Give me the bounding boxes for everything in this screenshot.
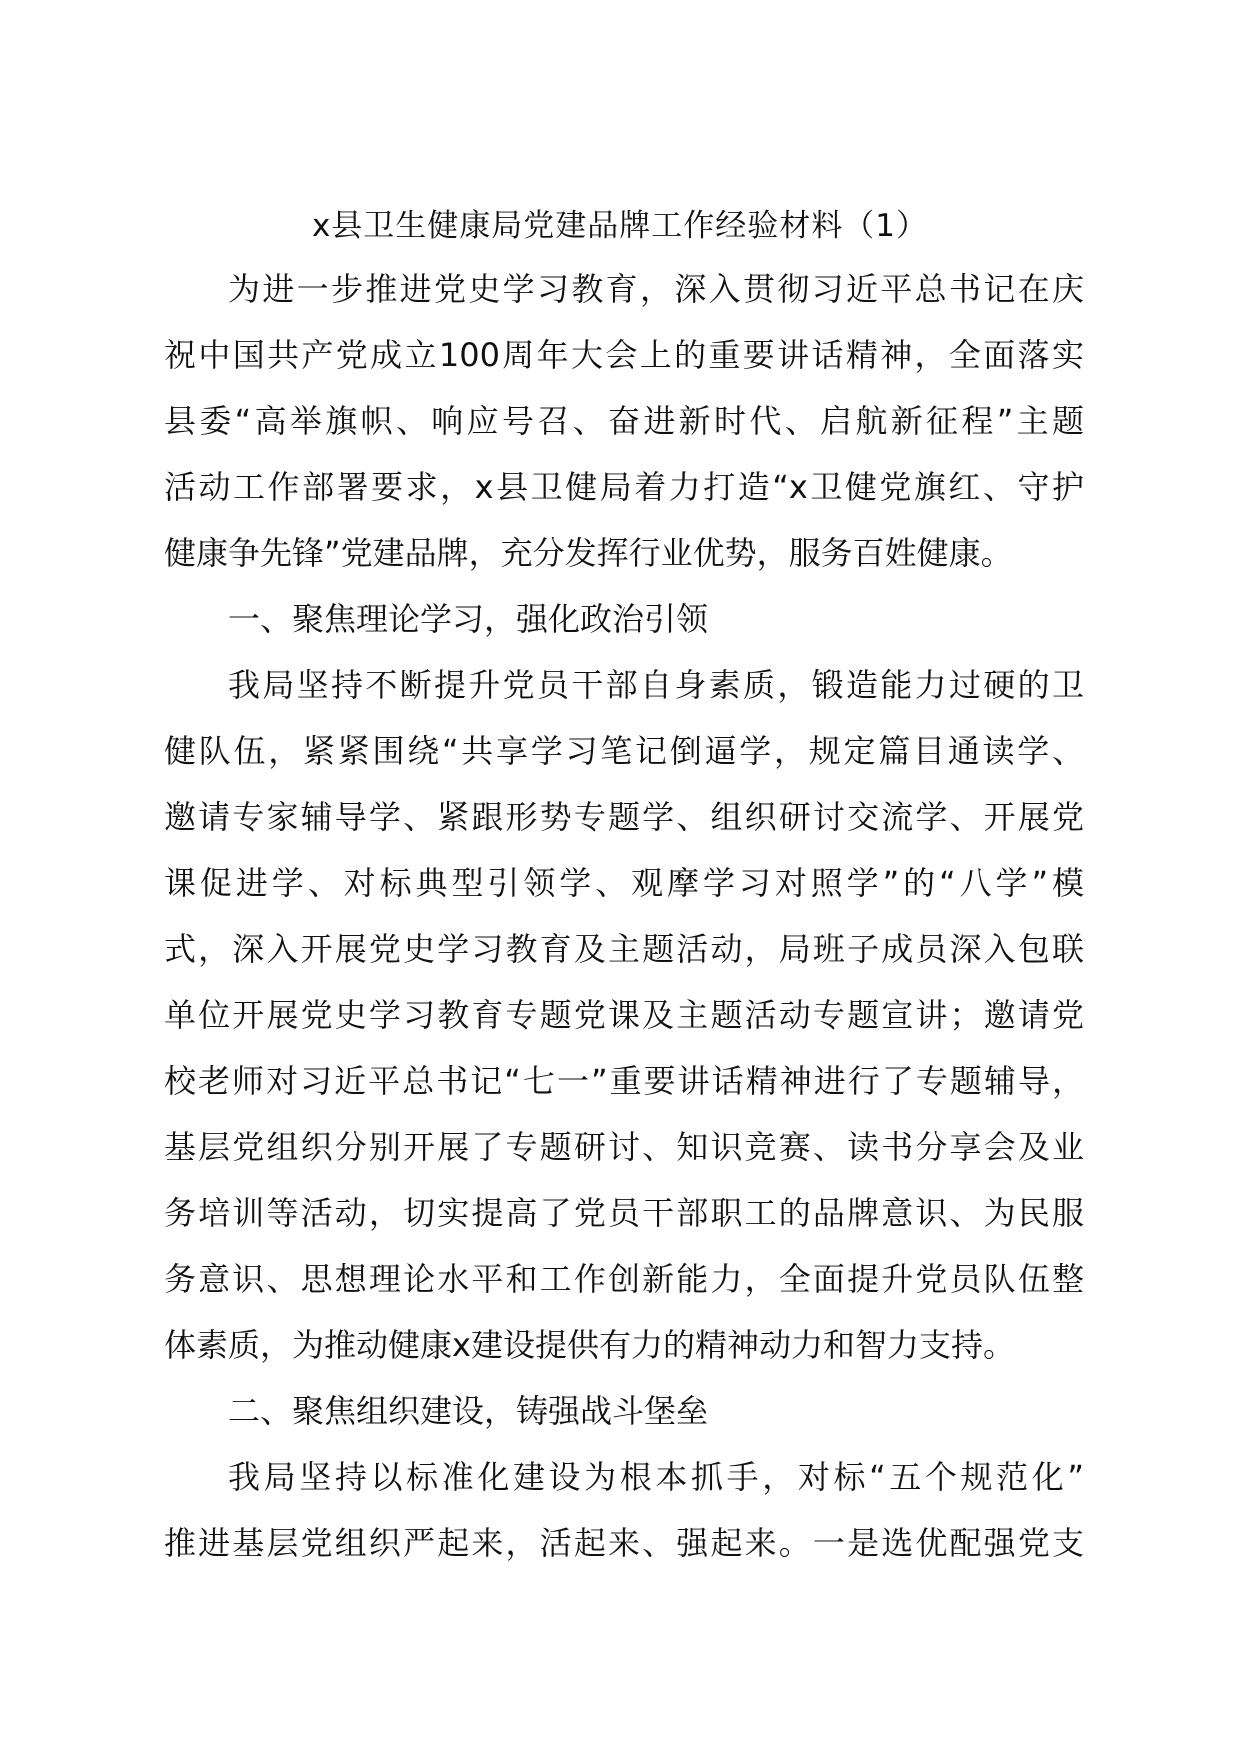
text-line: 祝中国共产党成立100周年大会上的重要讲话精神，全面落实 (164, 336, 1084, 374)
text-line: 健队伍，紧紧围绕“共享学习笔记倒逼学，规定篇目通读学、 (164, 732, 1084, 770)
text-line: 我局坚持以标准化建设为根本抓手，对标“五个规范化” (228, 1458, 1084, 1496)
text-line: 式，深入开展党史学习教育及主题活动，局班子成员深入包联 (164, 930, 1084, 968)
text-line: 邀请专家辅导学、紧跟形势专题学、组织研讨交流学、开展党 (164, 798, 1084, 836)
text-line: 单位开展党史学习教育专题党课及主题活动专题宣讲；邀请党 (164, 996, 1084, 1034)
text-line: 推进基层党组织严起来，活起来、强起来。一是选优配强党支 (164, 1524, 1084, 1562)
text-line: 二、聚焦组织建设，铸强战斗堡垒 (228, 1392, 709, 1430)
document-title: x县卫生健康局党建品牌工作经验材料（1） (311, 208, 929, 244)
text-line: 务意识、思想理论水平和工作创新能力，全面提升党员队伍整 (164, 1260, 1084, 1298)
text-line: 为进一步推进党史学习教育，深入贯彻习近平总书记在庆 (228, 270, 1084, 308)
text-line: 课促进学、对标典型引领学、观摩学习对照学”的“八学”模 (164, 864, 1084, 902)
text-line: 校老师对习近平总书记“七一”重要讲话精神进行了专题辅导， (164, 1062, 1084, 1100)
text-line: 我局坚持不断提升党员干部自身素质，锻造能力过硬的卫 (228, 666, 1084, 704)
text-line: 县委“高举旗帜、响应号召、奋进新时代、启航新征程”主题 (164, 402, 1084, 440)
text-line: 务培训等活动，切实提高了党员干部职工的品牌意识、为民服 (164, 1194, 1084, 1232)
text-line: 一、聚焦理论学习，强化政治引领 (228, 600, 709, 638)
text-line: 体素质，为推动健康x建设提供有力的精神动力和智力支持。 (164, 1326, 1015, 1364)
text-line: 基层党组织分别开展了专题研讨、知识竞赛、读书分享会及业 (164, 1128, 1084, 1166)
text-line: 活动工作部署要求，x县卫健局着力打造“x卫健党旗红、守护 (164, 468, 1084, 506)
text-line: 健康争先锋”党建品牌，充分发挥行业优势，服务百姓健康。 (164, 534, 1013, 572)
document-body (164, 256, 1084, 1576)
